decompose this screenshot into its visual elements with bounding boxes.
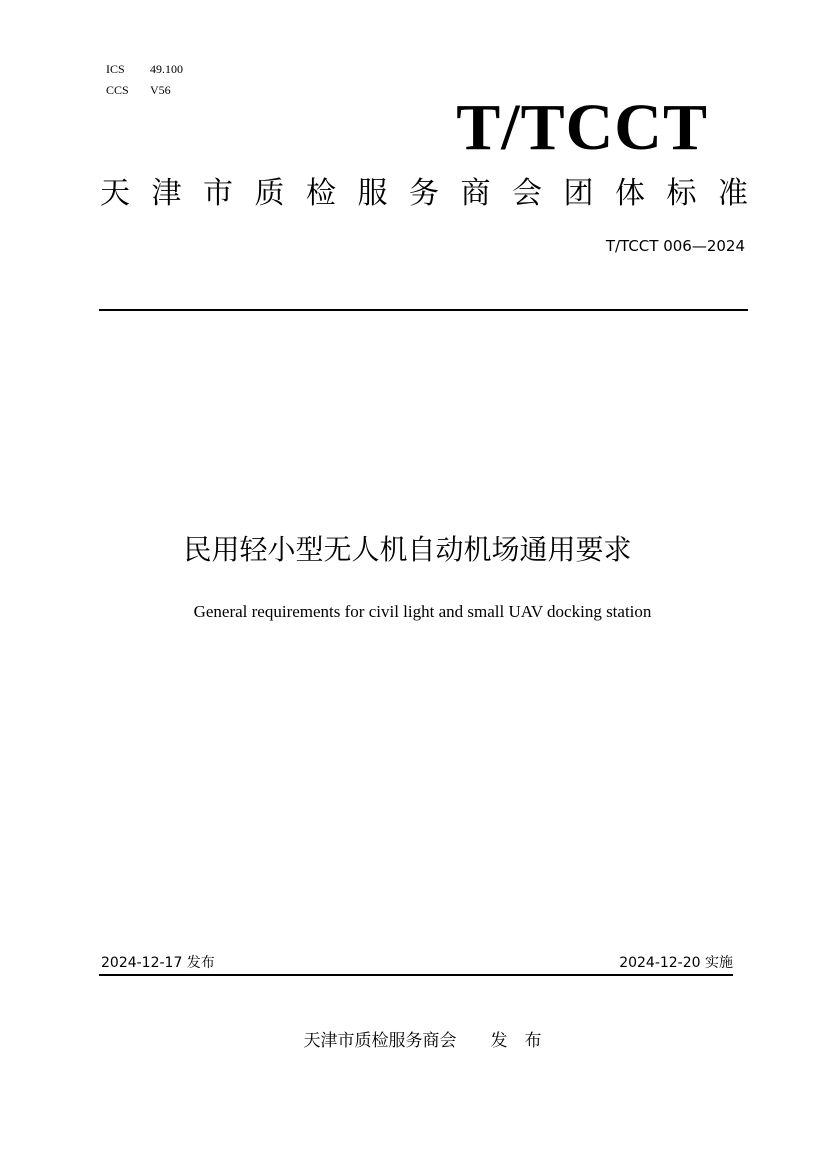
ics-code: 49.100	[150, 62, 183, 76]
org-title-char: 标	[666, 176, 697, 211]
org-title-char: 检	[306, 176, 336, 211]
ccs-code: V56	[150, 83, 171, 97]
org-title-char: 市	[203, 176, 233, 211]
publish-date: 2024-12-17 发布	[101, 955, 215, 971]
issuer-action: 发 布	[490, 1031, 542, 1051]
document-title-zh: 民用轻小型无人机自动机场通用要求	[183, 533, 632, 566]
standard-number: T/TCCT 006—2024	[605, 237, 745, 255]
ccs-line	[100, 66, 171, 98]
org-title-char: 质	[254, 176, 285, 211]
org-title-char: 准	[718, 176, 748, 211]
ics-label: ICS	[106, 62, 125, 76]
ccs-label: CCS	[106, 83, 129, 97]
bottom-divider	[99, 974, 733, 976]
org-title-char: 务	[409, 176, 439, 211]
standard-logo: T/TCCT	[456, 91, 708, 164]
organization-standard-title	[100, 174, 748, 214]
org-title-char: 天	[100, 176, 130, 211]
issuer-organization: 天津市质检服务商会	[303, 1031, 457, 1051]
document-title-en: General requirements for civil light and small UAV docking station	[193, 602, 652, 621]
org-title-char: 服	[357, 176, 388, 211]
org-title-char: 津	[151, 176, 182, 211]
issuer-line	[0, 1028, 815, 1054]
org-title-char: 体	[615, 176, 645, 211]
top-divider	[99, 309, 748, 311]
org-title-char: 团	[563, 176, 594, 211]
org-title-char: 会	[512, 176, 542, 211]
org-title-char: 商	[460, 176, 491, 211]
implement-date: 2024-12-20 实施	[619, 955, 733, 971]
